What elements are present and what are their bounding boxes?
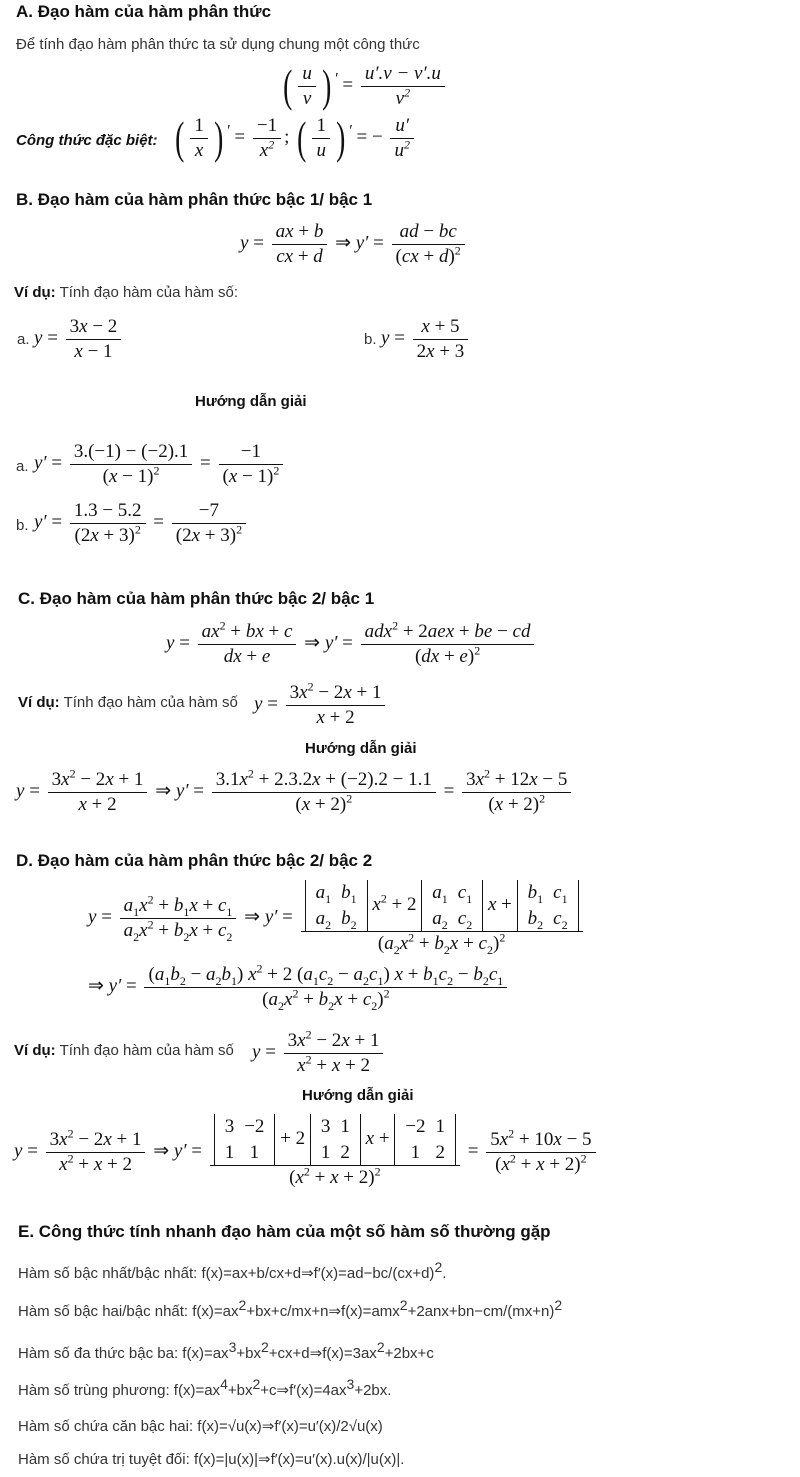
section-c-solution: y = $\frac{3x^2 - 2x + 1}{x + 2}$ ⇒ y′ = $\frac{3.1x^2 + 2.3.2x + (-2).2 - 1.1}{(x + 2)^2}$ = $\frac{3x^2 + 12x - 5}{(x + 2)^2}$ bbox=[16, 768, 574, 817]
example-text: Tính đạo hàm của hàm số bbox=[63, 694, 238, 711]
example-text: Tính đạo hàm của hàm số bbox=[59, 1042, 234, 1059]
quick-formula-item: Hàm số bậc nhất/bậc nhất: $f(x)=ax+b/cx+d\Rightarrow f'(x)=ad-bc/(cx+d)^2$. bbox=[18, 1259, 447, 1282]
example-b-b-function: y = $\frac{x + 5}{2x + 3}$ bbox=[381, 315, 471, 364]
section-d-title: D. Đạo hàm của hàm phân thức bậc 2/ bậc 2 bbox=[16, 851, 373, 870]
quick-formula-item: Hàm số đa thức bậc ba: $f(x)=ax^3+bx^2+cx+d\Rightarrow f(x)=3ax^2+2bx+c$ bbox=[18, 1339, 434, 1362]
special-formula-label: Công thức đặc biệt: bbox=[16, 132, 158, 149]
section-a-intro: Để tính đạo hàm phân thức ta sử dụng chung một công thức bbox=[16, 36, 420, 53]
solution-b-b: y′ = $\frac{1.3 - 5.2}{(2x + 3)^2}$ = $\frac{-7}{(2x + 3)^2}$ bbox=[34, 499, 249, 548]
solution-b-a: y′ = $\frac{3.(-1) - (-2).1}{(x - 1)^2}$ = $\frac{-1}{(x - 1)^2}$ bbox=[34, 440, 286, 489]
part-b-label: b. bbox=[364, 331, 377, 348]
special-formula: ( $\frac{1}{x}$ ) ′ = $\frac{-1}{x^2}$ ; ( $\frac{1}{u}$ ) ′ = − $\frac{u'}{u^2}$ bbox=[172, 114, 417, 163]
quick-formula-item: Hàm số trùng phương: $f(x)=ax^4+bx^2+c\Rightarrow f'(x)=4ax^3+2bx$. bbox=[18, 1376, 392, 1399]
example-label: Ví dụ: bbox=[14, 284, 56, 301]
section-d-formula: y = $\frac{a_1x^2 + b_1x + c_1}{a_2x^2 + b_2x + c_2}$ ⇒ y′ = $a_1$ $b_1$ $a_2$ $b_2$ $x^2 + 2$ $a_1$ $c_1$ $a_2$ $c_2$ $x + b_1$ $c_1$ $b_2$ $c_2$ $(a_2x^2 + b_2x + c_2)^2$ bbox=[88, 880, 586, 956]
quick-formula-item: Hàm số bậc hai/bậc nhất: $f(x)=ax^2+bx+c/mx+n\Rightarrow f(x)=amx^2+2anx+bn-cm/(mx+n)^2$ bbox=[18, 1297, 563, 1320]
section-a-title: A. Đạo hàm của hàm phân thức bbox=[16, 2, 272, 21]
section-c-title: C. Đạo hàm của hàm phân thức bậc 2/ bậc 1 bbox=[18, 589, 375, 608]
part-a-label: a. bbox=[17, 331, 30, 348]
section-c-example bbox=[18, 694, 238, 711]
example-text: Tính đạo hàm của hàm số: bbox=[59, 284, 239, 301]
quotient-rule-formula: ( $\frac{u}{v}$ ) ′ = $\frac{u'.v - v'.u}{v^2}$ bbox=[280, 62, 448, 111]
section-b-formula: y = $\frac{ax + b}{cx + d}$ ⇒ y′ = $\frac{ad - bc}{(cx + d)^2}$ bbox=[240, 220, 468, 269]
section-c-formula: y = $\frac{ax^2 + bx + c}{dx + e}$ ⇒ y′ = $\frac{adx^2 + 2aex + be - cd}{(dx + e)^2}$ bbox=[166, 620, 537, 669]
quick-formula-item: Hàm số chứa căn bậc hai: f(x)=√u(x)⇒f′(x)=u′(x)/2√u(x) bbox=[18, 1418, 383, 1435]
quick-formula-item: Hàm số chứa trị tuyệt đối: f(x)=|u(x)|⇒f′(x)=u′(x).u(x)/|u(x)|. bbox=[18, 1451, 405, 1468]
solution-a-label: a. bbox=[16, 458, 29, 475]
section-b-guide: Hướng dẫn giải bbox=[195, 393, 307, 410]
section-c-guide: Hướng dẫn giải bbox=[305, 740, 417, 757]
section-d-guide: Hướng dẫn giải bbox=[302, 1087, 414, 1104]
example-label: Ví dụ: bbox=[14, 1042, 56, 1059]
section-d-formula-expanded: ⇒ y′ = $\frac{(a_1b_2 - a_2b_1) x^2 + 2 (a_1c_2 - a_2c_1) x + b_1c_2 - b_2c_1}{(a_2x^2 + b_2x + c_2)^2}$ bbox=[88, 963, 510, 1012]
section-b-title: B. Đạo hàm của hàm phân thức bậc 1/ bậc 1 bbox=[16, 190, 373, 209]
example-label: Ví dụ: bbox=[18, 694, 60, 711]
section-d-example bbox=[14, 1042, 234, 1059]
solution-b-label: b. bbox=[16, 517, 29, 534]
section-b-example bbox=[14, 284, 238, 301]
section-d-solution: y = $\frac{3x^2 - 2x + 1}{x^2 + x + 2}$ ⇒ y′ = 3 −2 1 1 + 2 3 1 1 2 x + −2 1 1 2 $(x^2 + x + 2)^2$ = $\frac{5x^2 + 10x - 5}{(x^2 + x + 2)^2}$ bbox=[14, 1114, 599, 1190]
section-c-example-function: y = $\frac{3x^2 - 2x + 1}{x + 2}$ bbox=[254, 681, 388, 730]
example-b-a-function: y = $\frac{3x - 2}{x - 1}$ bbox=[34, 315, 124, 364]
section-d-example-function: y = $\frac{3x^2 - 2x + 1}{x^2 + x + 2}$ bbox=[252, 1029, 386, 1078]
section-e-title: E. Công thức tính nhanh đạo hàm của một số hàm số thường gặp bbox=[18, 1222, 551, 1241]
